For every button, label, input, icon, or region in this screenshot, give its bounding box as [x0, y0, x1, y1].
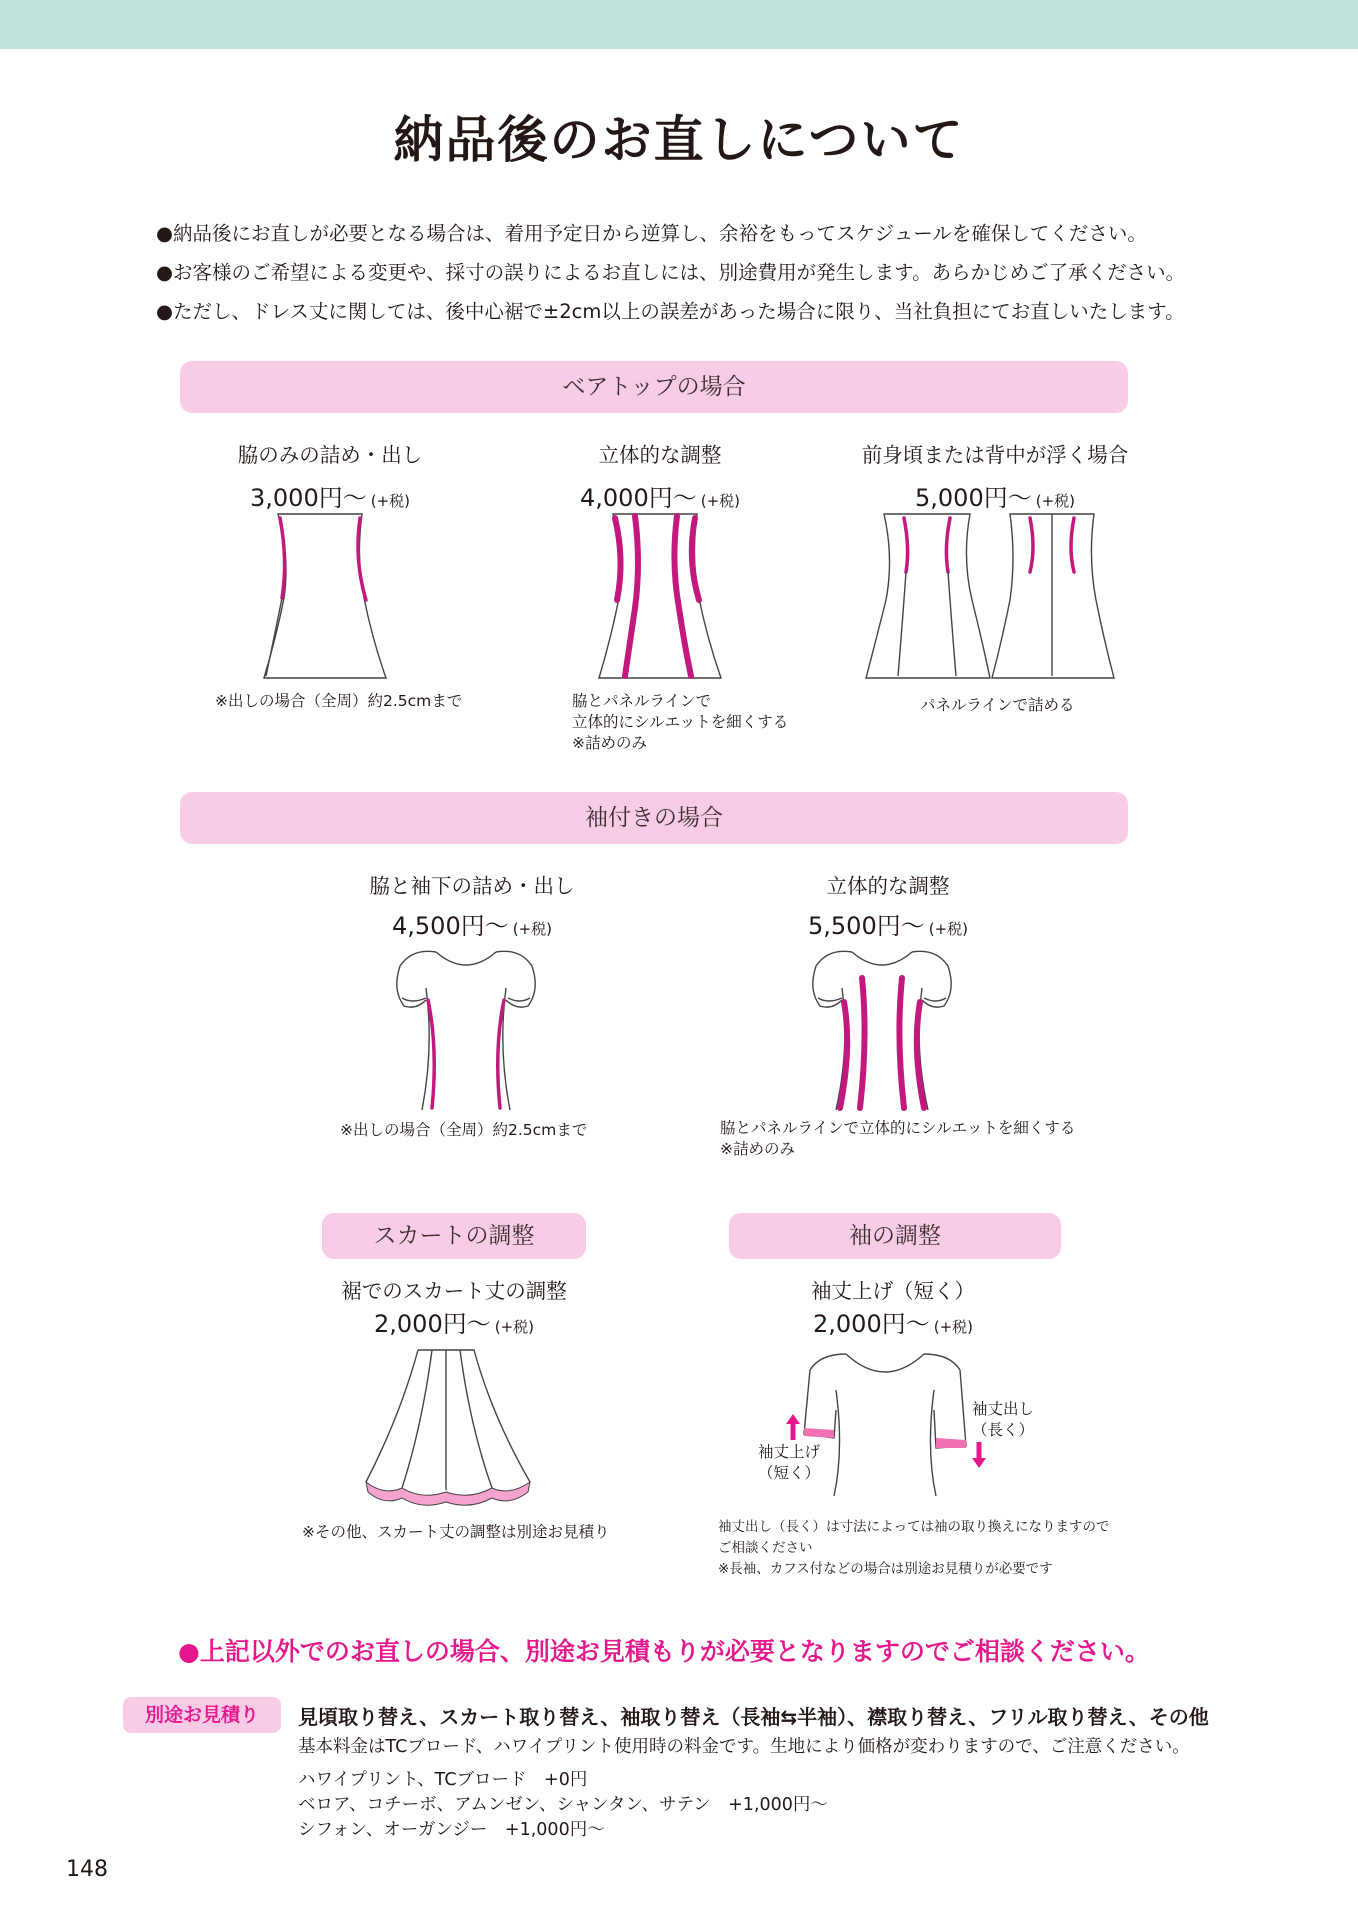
baretop-item-3-label: 前身頃または背中が浮く場合 [861, 443, 1129, 467]
sleeve-note-3: ※長袖、カフス付などの場合は別途お見積りが必要です [718, 1561, 1053, 1577]
estimate-sub: 基本料金はTCブロード、ハワイプリント使用時の料金です。生地により価格が変わりますので、ご注意ください。 [298, 1737, 1190, 1757]
baretop-item-2-label: 立体的な調整 [598, 443, 722, 467]
baretop-item-2-price: 4,000円〜 (+税) [580, 484, 740, 512]
skirt-hem-illustration [362, 1346, 532, 1506]
skirt-label: 裾でのスカート丈の調整 [341, 1279, 567, 1303]
baretop-item-2-note-3: ※詰めのみ [572, 734, 647, 752]
sleeved-item-2-label: 立体的な調整 [826, 874, 950, 898]
baretop-item-2-note-2: 立体的にシルエットを細くする [572, 713, 789, 731]
consultation-callout: ●上記以外でのお直しの場合、別途お見積もりが必要となりますのでご相談ください。 [178, 1637, 1150, 1666]
estimate-heading: 見頃取り替え、スカート取り替え、袖取り替え（長袖⇆半袖）、襟取り替え、フリル取り替え、その他 [298, 1705, 1209, 1729]
baretop-item-1-label: 脇のみの詰め・出し [237, 443, 423, 467]
page-title: 納品後のお直しについて [393, 111, 965, 169]
intro-line-3: ●ただし、ドレス丈に関しては、後中心裾で±2cm以上の誤差があった場合に限り、当社負担にてお直しいたします。 [156, 300, 1185, 323]
baretop-item-3-note: パネルラインで詰める [920, 696, 1075, 714]
sleeved-item-2-price: 5,500円〜 (+税) [808, 912, 968, 940]
baretop-item-3-price: 5,000円〜 (+税) [915, 484, 1075, 512]
skirt-note: ※その他、スカート丈の調整は別途お見積り [302, 1523, 610, 1541]
sleeve-label: 袖丈上げ（短く） [811, 1279, 975, 1303]
baretop-side-dress-illustration [260, 508, 390, 683]
sleeved-item-1-label: 脇と袖下の詰め・出し [369, 874, 575, 898]
baretop-item-1-price: 3,000円〜 (+税) [250, 484, 410, 512]
estimate-tag: 別途お見積り [123, 1697, 281, 1733]
section-header-sleeved: 袖付きの場合 [180, 792, 1128, 844]
intro-line-2: ●お客様のご希望による変更や、採寸の誤りによるお直しには、別途費用が発生します。あらかじめご了承ください。 [156, 261, 1186, 284]
sleeve-lengthen-label: 袖丈出し （長く） [972, 1400, 1035, 1439]
estimate-list-item: シフォン、オーガンジー +1,000円〜 [298, 1820, 605, 1840]
baretop-item-2-note-1: 脇とパネルラインで [572, 692, 712, 710]
intro-line-1: ●納品後にお直しが必要となる場合は、着用予定日から逆算し、余裕をもってスケジュールを確保してください。 [156, 222, 1147, 245]
estimate-list-item: ハワイプリント、TCブロード +0円 [298, 1770, 588, 1790]
estimate-list-item: ベロア、コチーボ、アムンゼン、シャンタン、サテン +1,000円〜 [298, 1795, 828, 1815]
page-number: 148 [66, 1857, 108, 1882]
baretop-panel-dress-illustration [595, 508, 725, 683]
skirt-price: 2,000円〜 (+税) [374, 1310, 534, 1338]
section-header-sleeve: 袖の調整 [729, 1213, 1061, 1259]
arrow-down-icon [972, 1442, 986, 1468]
sleeved-item-1-note: ※出しの場合（全周）約2.5cmまで [340, 1121, 588, 1139]
arrow-up-icon [786, 1414, 800, 1440]
section-header-bare-top: ベアトップの場合 [180, 361, 1128, 413]
estimate-list [298, 1768, 828, 1843]
section-header-skirt: スカートの調整 [322, 1213, 586, 1259]
sleeved-item-2-note-1: 脇とパネルラインで立体的にシルエットを細くする [720, 1119, 1076, 1137]
sleeved-item-1-price: 4,500円〜 (+税) [392, 912, 552, 940]
sleeve-length-illustration [800, 1350, 970, 1500]
baretop-front-back-dress-illustration [862, 508, 1132, 683]
baretop-item-1-note: ※出しの場合（全周）約2.5cmまで [215, 692, 463, 710]
sleeved-item-2-note-2: ※詰めのみ [720, 1140, 795, 1158]
sleeve-shorten-label: 袖丈上げ （短く） [758, 1443, 821, 1482]
sleeved-panel-dress-illustration [808, 948, 956, 1113]
sleeved-side-dress-illustration [392, 948, 540, 1113]
top-color-band [0, 0, 1358, 49]
sleeve-note-2: ご相談ください [718, 1540, 813, 1556]
sleeve-note-1: 袖丈出し（長く）は寸法によっては袖の取り換えになりますので [718, 1519, 1110, 1535]
sleeve-price: 2,000円〜 (+税) [813, 1310, 973, 1338]
